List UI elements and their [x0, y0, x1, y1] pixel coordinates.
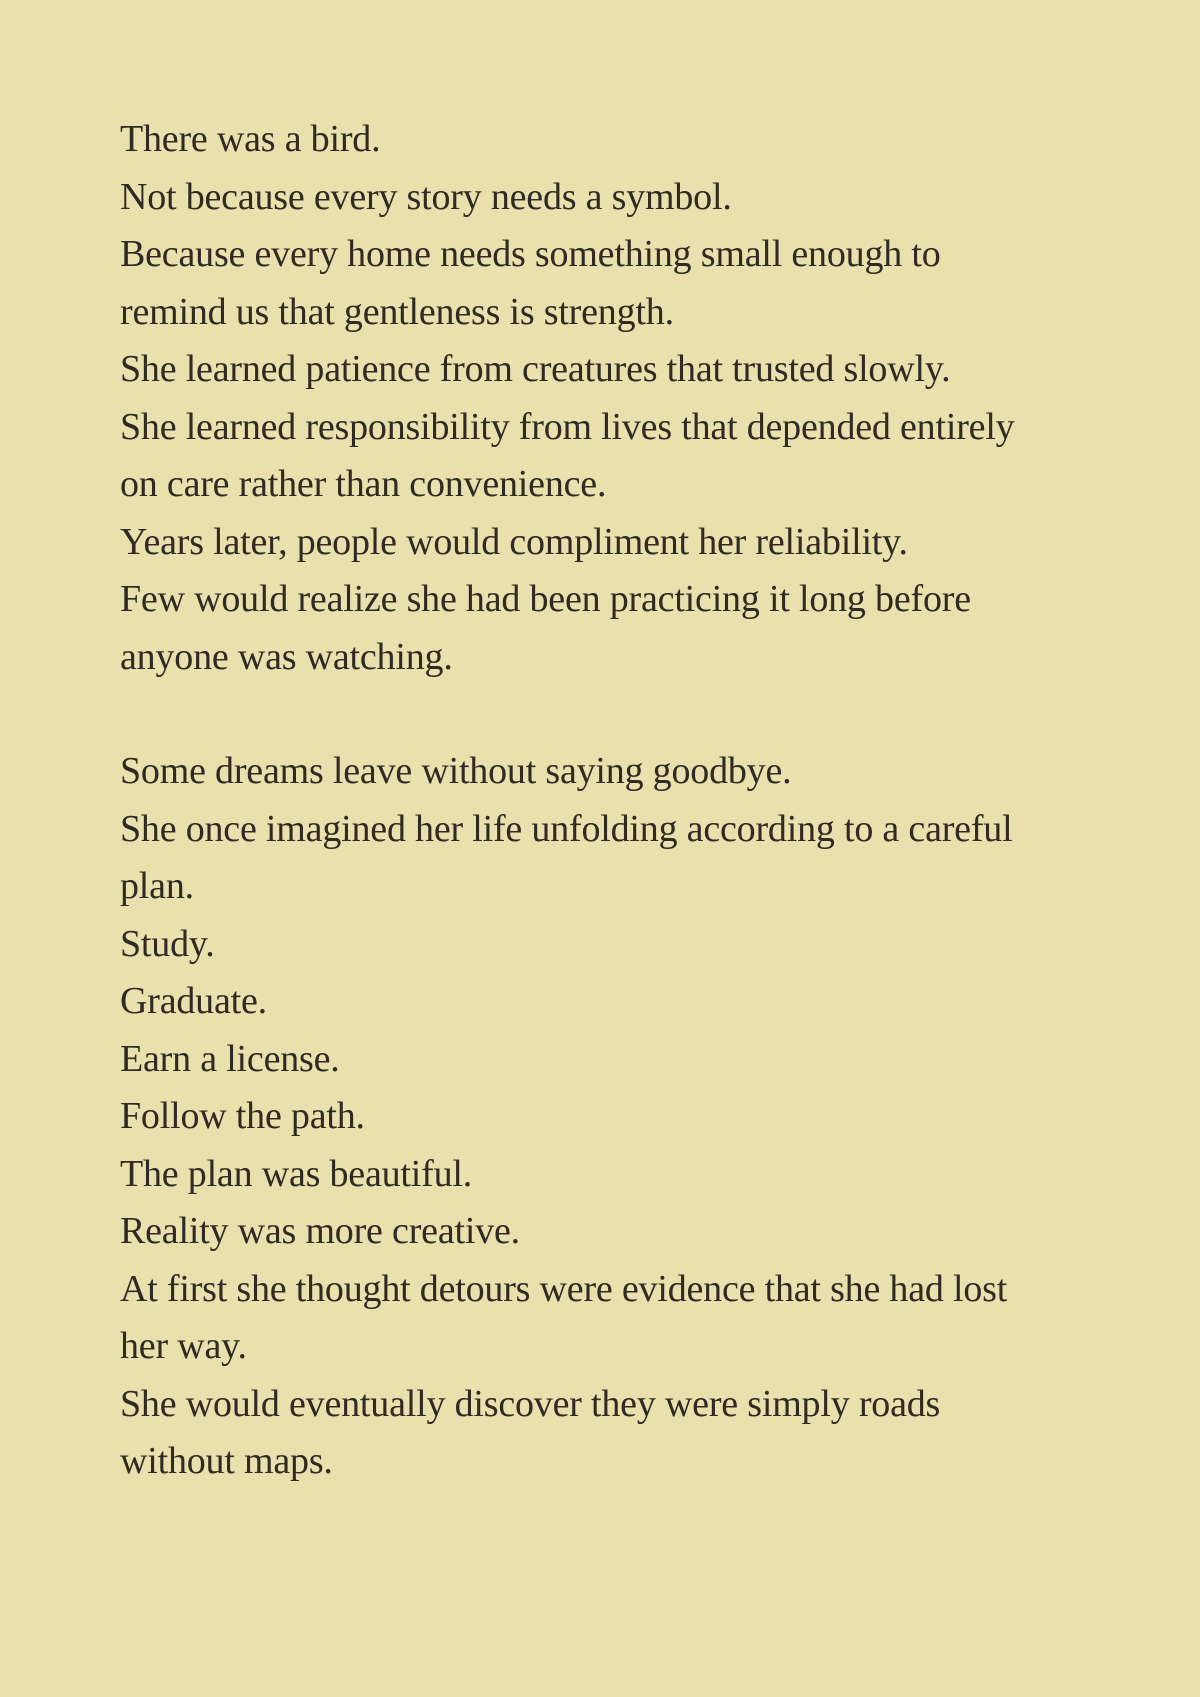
text-line: Years later, people would compliment her reliability.: [120, 520, 908, 563]
stanza-2: [120, 743, 1100, 1491]
text-line: Reality was more creative.: [120, 1210, 520, 1252]
text-line: plan.: [120, 865, 194, 907]
text-line: anyone was watching.: [120, 635, 453, 678]
text-line: There was a bird.: [120, 118, 381, 160]
text-line: She once imagined her life unfolding according to a careful: [120, 807, 1013, 850]
stanza-1: [120, 111, 1100, 686]
text-line: remind us that gentleness is strength.: [120, 290, 674, 333]
text-line: without maps.: [120, 1440, 333, 1482]
text-line: Few would realize she had been practicing it long before: [120, 578, 971, 620]
text-line: Some dreams leave without saying goodbye.: [120, 750, 792, 792]
text-line: Not because every story needs a symbol.: [120, 175, 732, 218]
text-line: Study.: [120, 922, 215, 965]
text-line: on care rather than convenience.: [120, 463, 607, 505]
text-line: She would eventually discover they were simply roads: [120, 1382, 941, 1425]
text-line: her way.: [120, 1325, 247, 1367]
text-line: Graduate.: [120, 980, 267, 1022]
text-line: She learned responsibility from lives that depended entirely: [120, 405, 1015, 448]
text-line: At first she thought detours were evidence that she had lost: [120, 1267, 1008, 1310]
text-line: Because every home needs something small enough to: [120, 233, 941, 275]
text-line: Earn a license.: [120, 1037, 340, 1080]
text-line: The plan was beautiful.: [120, 1152, 473, 1195]
text-line: Follow the path.: [120, 1095, 365, 1137]
text-line: She learned patience from creatures that trusted slowly.: [120, 348, 951, 390]
